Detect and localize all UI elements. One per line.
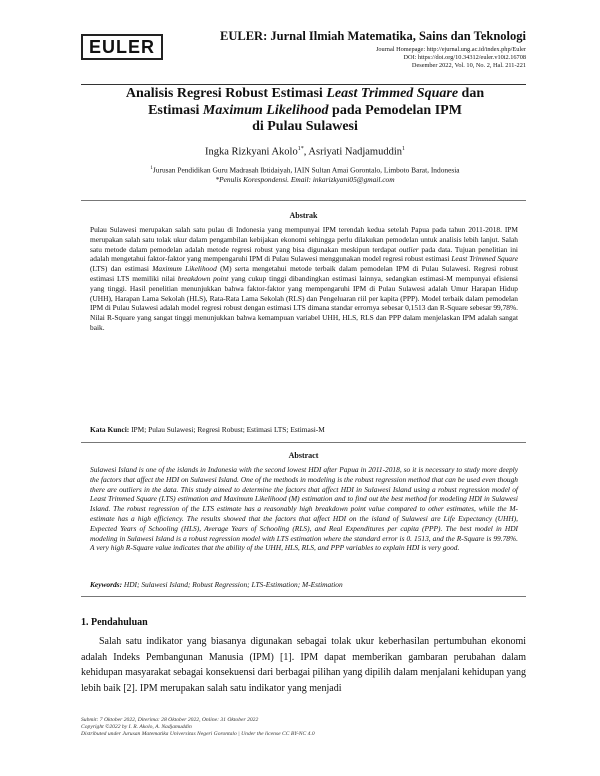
authors: Ingka Rizkyani Akolo$^{1*}$, Asriyati Nadjamuddin$^1$: [204, 146, 406, 158]
corresponding-author[interactable]: *Penulis Korespondensi. Email: inkarizkyani05@gmail.com: [215, 175, 395, 185]
logo-text: EULER: [88, 36, 155, 57]
header-divider: [81, 84, 526, 85]
abstract-heading: Abstract: [288, 451, 319, 460]
abstract-bottom-divider: [81, 596, 526, 597]
abstract-top-divider: [81, 200, 526, 201]
abstrak-text: Pulau Sulawesi merupakan salah satu pulau di Indonesia yang mempunyai IPM terendah kedua setelah Papua pada tahun 2011-2018. IPM merupakan salah satu tolak ukur dalam pengambilan kebijakan ekonomi sehingga perlu dilakukan pemodelan untuk analisis lebih lanjut. Salah satu metode dalam pemodelan adalah metode regresi robust yang bisa digunakan meskipun terdapat outlier pada data. Tujuan penelitian ini adalah mengetahui faktor-faktor yang mempengaruhi IPM di Pulau Sulawesi menggunakan model regresi robust estimasi Least Trimmed Square (LTS) dan estimasi Maximum Likelihood (M) serta mengetahui metode terbaik dalam pemodelan IPM di Pulau Sulawesi. Regresi robust estimasi LTS memiliki nilai breakdown point yang cukup tinggi dibandingkan estimasi lainnya, sedangkan estimasi-M mempunyai efisiensi yang tinggi. Hasil penelitian menunjukkan bahwa faktor-faktor yang mempengaruhi IPM di Pulau Sulawesi adalah Umur Harapan Hidup (UHH), Harapan Lama Sekolah (HLS), Rata-Rata Lama Sekolah (RLS) dan Pengeluaran riil per kapita (PPP). Model terbaik dalam pemodelan IPM di Pulau Sulawesi adalah model regresi robust dengan estimasi LTS dimana standar errornya sebesar 0,1513 dan R-Square sebesar 99,78%. Nilai R-Square yang sangat tinggi menunjukkan bahwa kemampuan variabel UHH, HLS, RLS dan PPP dalam menjelaskan IPM adalah sangat baik.: [90, 225, 519, 332]
journal-title: EULER: Jurnal Ilmiah Matematika, Sains dan Teknologi: [220, 29, 526, 43]
intro-paragraph: Salah satu indikator yang biasanya digunakan sebagai tolak ukur keberhasilan pertumbuhan ekonomi adalah Indeks Pembangunan Manusia (IPM) [1]. IPM dapat memberikan gambaran perubahan dalam kehidupan masyarakat sebagai konsekuensi dari berbagai pilihan yang dipilih dalam menjalani kehidupan yang lebih baik [2]. IPM merupakan salah satu indikator yang menjadi: [81, 636, 526, 694]
journal-homepage[interactable]: Journal Homepage: http://ejurnal.ung.ac.id/index.php/Euler: [375, 46, 526, 53]
page-footer: Submit: 7 Oktober 2022, Diterima: 28 Oktober 2022, Online: 31 Oktober 2022 Copyright ©2022 by I. R. Akolo, A. Nadjamuddin Distributed under Jurusan Matematika Universitas Negeri Gorontalo | Under the license CC BY-NC 4.0: [81, 717, 315, 738]
journal-meta: [200, 46, 526, 69]
journal-doi[interactable]: DOI: https://doi.org/10.34312/euler.v10i2.16708: [403, 53, 526, 61]
abstract-text: Sulawesi Island is one of the islands in Indonesia with the second lowest HDI after Papua in 2011-2018, so it is necessary to study more deeply the factors that affect the HDI on Sulawesi Island. One of the methods in modeling is the robust regression method that can be used even though there are outliers in the data. This study aimed to determine the factors that affect HDI in Sulawesi Island using a robust regression model of Least Trimmed Square (LTS) estimation and Maximum Likelihood (M) estimation and to find out the best method for modeling HDI in Sulawesi Island. The robust regression of the LTS estimate has a reasonably high breakdown point value compared to other estimates, while the M-estimate has a high efficiency. The results showed that the factors that affect HDI on the island of Sulawesi are Life Expectancy (UHH), Expected Years of Schooling (HLS), Average Years of Schooling (RLS), and Real Expenditures per capita (PPP). The best model in HDI modeling in Sulawesi Island is a robust regression model with LTS estimation where the standard error is 0. 1513, and the R-Square is 99.78%. A very high R-Square value indicates that the ability of the UHH, HLS, RLS, and PPP variables to explain HDI is very good.: [90, 465, 518, 553]
abstrak-heading: Abstrak: [289, 211, 318, 220]
journal-logo: [81, 34, 163, 60]
affiliation: $^1$Jurusan Pendidikan Guru Madrasah Ibtidaiyah, IAIN Sultan Amai Gorontalo, Limboto Barat, Indonesia *Penulis Korespondensi. Email: inkarizkyani05@gmail.com: [90, 164, 520, 185]
abstract-middle-divider: [81, 442, 526, 443]
journal-issue: Desember 2022, Vol. 10, No. 2, Hal. 211-221: [411, 61, 526, 69]
section-heading-pendahuluan: 1. Pendahuluan: [81, 617, 148, 628]
keywords: Keywords: HDI; Sulawesi Island; Robust Regression; LTS-Estimation; M-Estimation: [90, 580, 343, 589]
article-title: Analisis Regresi Robust Estimasi Least Trimmed Square dan Estimasi Maximum Likelihood pada Pemodelan IPM di Pulau Sulawesi: [125, 86, 485, 134]
kata-kunci: Kata Kunci: IPM; Pulau Sulawesi; Regresi Robust; Estimasi LTS; Estimasi-M: [90, 425, 325, 434]
